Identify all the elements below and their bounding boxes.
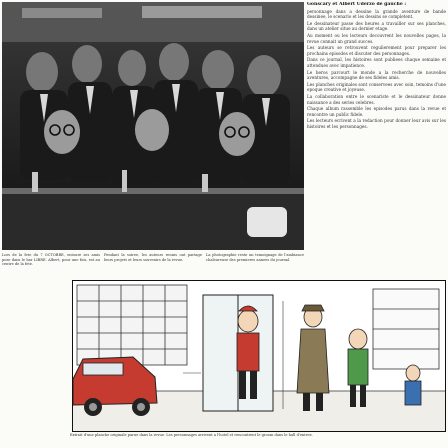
column-paragraph: Dans ce journal, les histoires sont publiees chaque semaine et attendues avec impatience. [307,57,446,68]
column-paragraph: Les auteurs se retrouvent regulierement pour preparer les prochains episodes et discuter des personnages. [307,45,446,56]
group-photo [2,2,304,250]
column-paragraph: personnage dans a dessine la grande aventure de bande dessinee, le scenario et les dessins se completent. [307,8,446,20]
column-paragraph: La collaboration entre le scenariste et le dessinateur donne naissance a des series celebres. [307,93,446,105]
photo-captions [2,253,304,277]
text-column-right [307,2,446,252]
column-paragraph: Chaque album rassemble les episodes parus dans la revue et rencontre un public fidele. [307,106,446,117]
column-paragraph: Les lecteurs ecrivent a la redaction pour donner leur avis sur les histoires et les personnages. [307,118,446,129]
panel-footnote: Extrait d'une planche originale parue dans la revue. Les personnages arrivent a l'hotel et rencontrent le groom dans le hall d'entree. [70,433,313,437]
column-paragraph: Le heros parcourt le monde a la recherche de nouvelles aventures, accompagne de ses fideles amis. [307,69,446,81]
column-paragraph: Les planches originales sont conservees avec soin, temoins d'une epoque creative et joyeuse. [307,81,446,93]
caption-block: Lors de la fete du 7 OCTOBRE, entoure ses amis pose dans le bar LIBRE. Albert, pour une fois, est au centre de la fete. [2,253,100,267]
caption-block: La photographie reste un temoignage de l'ambiance chaleureuse des premieres annees du journal. [206,253,304,262]
hotel-window-grid [77,285,187,365]
group-photo-image [2,2,304,250]
caption-block: Pendant la soiree, les auteurs reunis ont partage leurs projets et leurs souvenirs de la revue. [104,253,202,262]
comic-panel [72,280,446,432]
column-heading: Gonscary et Albert Uderzo de gauche : [307,2,407,7]
comic-panel-drawing [73,281,445,431]
column-paragraph: Le dessinateur passe des heures a travailler sur ses planches, dans un atelier situe au dernier etage. [307,20,446,32]
character-small-right [405,365,421,405]
column-paragraph: Au moment ou les lecteurs decouvrent les nouvelles pages, la revue connait un grand succes. [307,32,446,44]
